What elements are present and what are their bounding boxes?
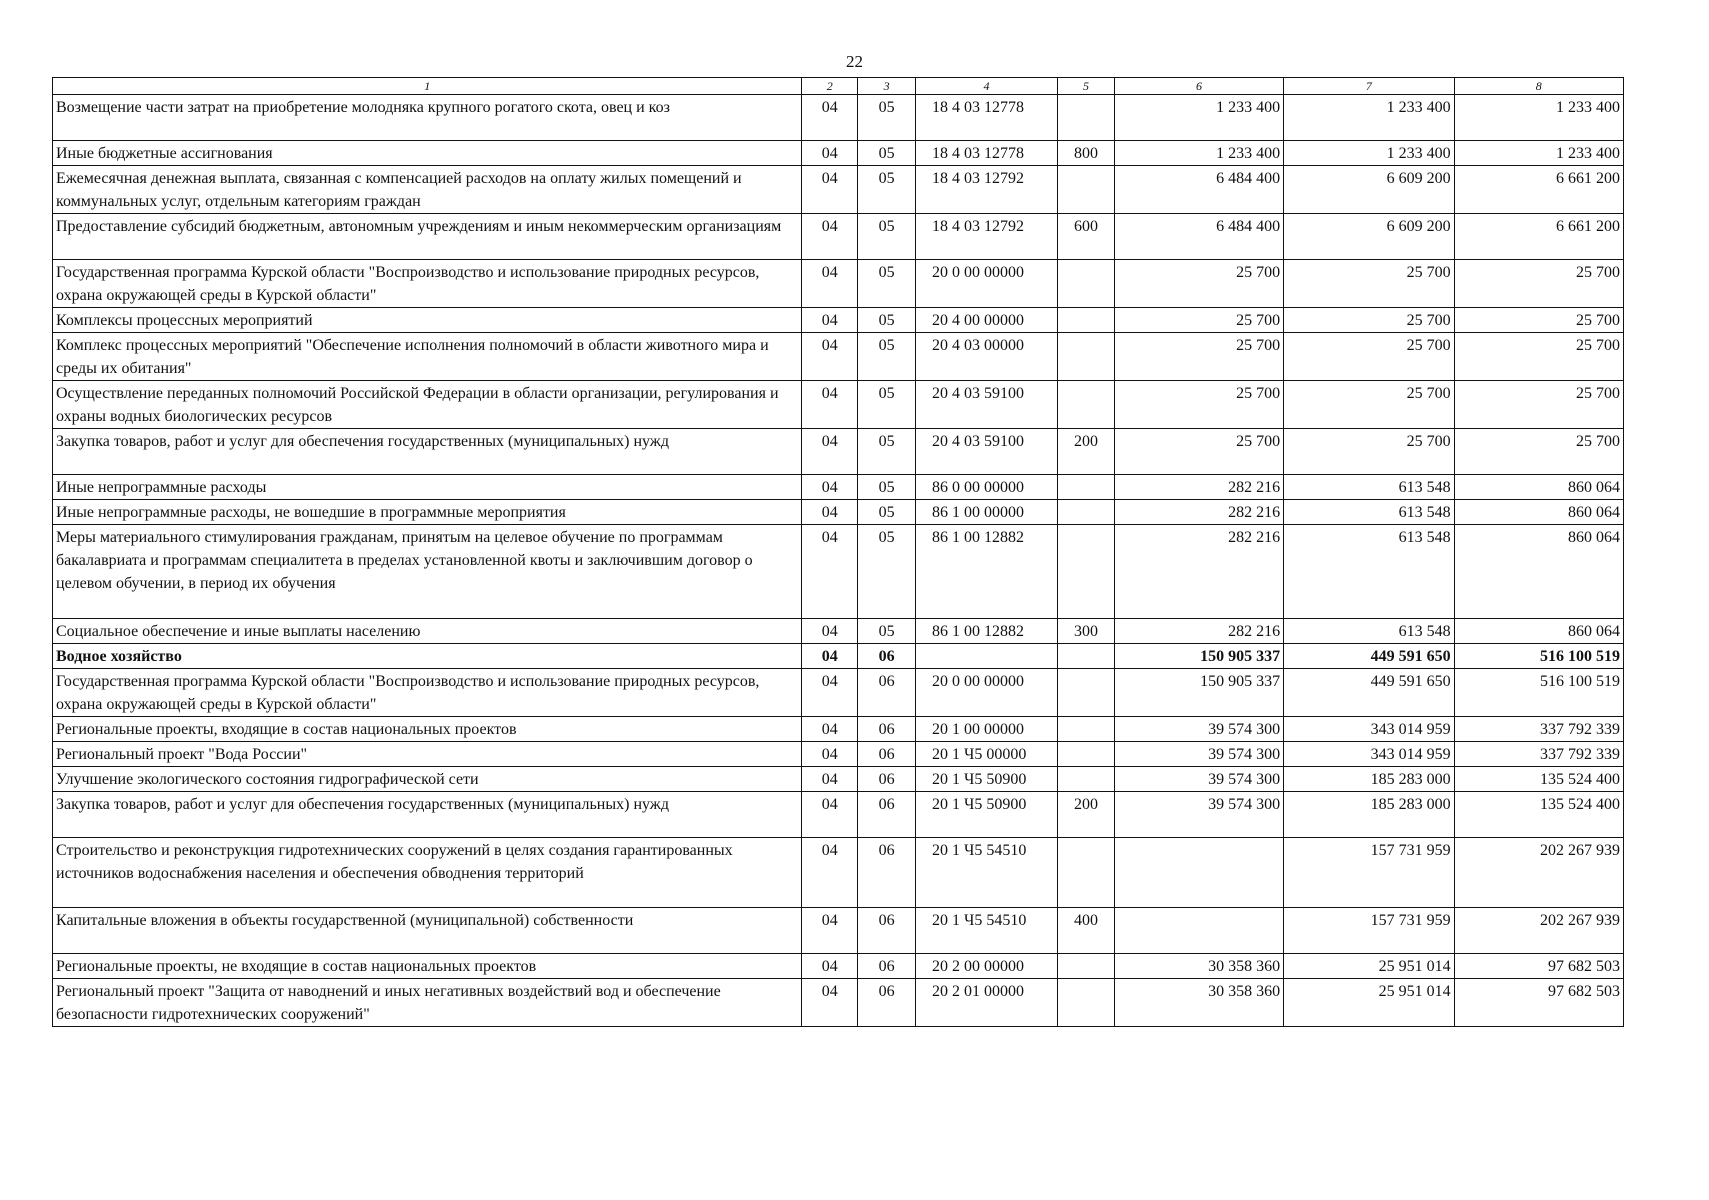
subsection-code-cell: 05	[858, 260, 916, 308]
amount-cell-col7: 25 951 014	[1284, 979, 1454, 1027]
section-code-cell: 04	[802, 767, 858, 792]
target-article-cell: 18 4 03 12778	[916, 95, 1058, 141]
section-code-cell: 04	[802, 742, 858, 767]
table-row	[53, 166, 1624, 214]
subsection-code-cell: 05	[858, 141, 916, 166]
amount-cell-col8: 6 661 200	[1454, 214, 1623, 260]
table-row	[53, 141, 1624, 166]
table-row	[53, 767, 1624, 792]
target-article-cell: 20 2 00 00000	[916, 954, 1058, 979]
table-row	[53, 979, 1624, 1027]
amount-cell-col6: 39 574 300	[1114, 792, 1283, 838]
expense-type-cell	[1058, 954, 1115, 979]
section-code-cell: 04	[802, 908, 858, 954]
column-number-header: 1	[53, 78, 802, 95]
table-row	[53, 619, 1624, 644]
subsection-code-cell: 05	[858, 95, 916, 141]
section-code-cell: 04	[802, 475, 858, 500]
section-code-cell: 04	[802, 429, 858, 475]
section-code-cell: 04	[802, 792, 858, 838]
expense-type-cell: 400	[1058, 908, 1115, 954]
section-code-cell: 04	[802, 619, 858, 644]
amount-cell-col8: 337 792 339	[1454, 742, 1623, 767]
subsection-code-cell: 05	[858, 381, 916, 429]
amount-cell-col6: 39 574 300	[1114, 717, 1283, 742]
item-name-cell: Капитальные вложения в объекты государственной (муниципальной) собственности	[53, 908, 802, 954]
target-article-cell: 20 2 01 00000	[916, 979, 1058, 1027]
amount-cell-col8: 135 524 400	[1454, 767, 1623, 792]
amount-cell-col7: 185 283 000	[1284, 767, 1454, 792]
item-name-cell: Региональные проекты, входящие в состав национальных проектов	[53, 717, 802, 742]
amount-cell-col8: 25 700	[1454, 381, 1623, 429]
table-row	[53, 742, 1624, 767]
item-name-cell: Комплексы процессных мероприятий	[53, 308, 802, 333]
item-name-cell: Улучшение экологического состояния гидрографической сети	[53, 767, 802, 792]
expense-type-cell	[1058, 767, 1115, 792]
target-article-cell: 18 4 03 12792	[916, 214, 1058, 260]
subsection-code-cell: 05	[858, 475, 916, 500]
amount-cell-col8: 135 524 400	[1454, 792, 1623, 838]
table-row	[53, 792, 1624, 838]
item-name-cell: Осуществление переданных полномочий Российской Федерации в области организации, регулирования и охраны водных биологических ресурсов	[53, 381, 802, 429]
item-name-cell: Комплекс процессных мероприятий "Обеспечение исполнения полномочий в области животного мира и среды их обитания"	[53, 333, 802, 381]
expense-type-cell	[1058, 525, 1115, 619]
amount-cell-col7: 6 609 200	[1284, 166, 1454, 214]
amount-cell-col6: 39 574 300	[1114, 742, 1283, 767]
target-article-cell: 20 4 03 00000	[916, 333, 1058, 381]
expense-type-cell	[1058, 166, 1115, 214]
section-code-cell: 04	[802, 260, 858, 308]
target-article-cell: 20 1 Ч5 54510	[916, 838, 1058, 908]
section-code-cell: 04	[802, 333, 858, 381]
amount-cell-col7: 613 548	[1284, 525, 1454, 619]
target-article-cell: 20 1 Ч5 54510	[916, 908, 1058, 954]
amount-cell-col7: 25 700	[1284, 308, 1454, 333]
expense-type-cell	[1058, 95, 1115, 141]
amount-cell-col7: 25 700	[1284, 381, 1454, 429]
amount-cell-col7: 613 548	[1284, 619, 1454, 644]
column-number-header: 4	[916, 78, 1058, 95]
expense-type-cell	[1058, 742, 1115, 767]
section-code-cell: 04	[802, 717, 858, 742]
item-name-cell: Региональный проект "Защита от наводнений и иных негативных воздействий вод и обеспечение безопасности гидротехнических сооружений"	[53, 979, 802, 1027]
expense-type-cell	[1058, 979, 1115, 1027]
item-name-cell: Государственная программа Курской области "Воспроизводство и использование природных ресурсов, охрана окружающей среды в Курской области"	[53, 260, 802, 308]
subsection-code-cell: 05	[858, 525, 916, 619]
amount-cell-col8: 860 064	[1454, 500, 1623, 525]
target-article-cell: 20 0 00 00000	[916, 260, 1058, 308]
table-row	[53, 308, 1624, 333]
item-name-cell: Региональные проекты, не входящие в состав национальных проектов	[53, 954, 802, 979]
target-article-cell	[916, 644, 1058, 669]
subsection-code-cell: 06	[858, 908, 916, 954]
subsection-code-cell: 05	[858, 500, 916, 525]
amount-cell-col6: 39 574 300	[1114, 767, 1283, 792]
column-number-header: 6	[1114, 78, 1283, 95]
amount-cell-col7: 449 591 650	[1284, 644, 1454, 669]
table-row	[53, 838, 1624, 908]
subsection-code-cell: 05	[858, 308, 916, 333]
item-name-cell: Иные непрограммные расходы	[53, 475, 802, 500]
amount-cell-col6: 30 358 360	[1114, 979, 1283, 1027]
amount-cell-col6: 6 484 400	[1114, 166, 1283, 214]
table-row	[53, 95, 1624, 141]
amount-cell-col8: 25 700	[1454, 429, 1623, 475]
amount-cell-col6: 1 233 400	[1114, 141, 1283, 166]
item-name-cell: Водное хозяйство	[53, 644, 802, 669]
section-code-cell: 04	[802, 954, 858, 979]
table-row	[53, 908, 1624, 954]
amount-cell-col7: 25 700	[1284, 429, 1454, 475]
expense-type-cell	[1058, 333, 1115, 381]
page-number: 22	[846, 52, 863, 71]
budget-table	[52, 77, 1624, 1027]
amount-cell-col7: 1 233 400	[1284, 95, 1454, 141]
target-article-cell: 20 1 00 00000	[916, 717, 1058, 742]
amount-cell-col8: 337 792 339	[1454, 717, 1623, 742]
amount-cell-col7: 25 700	[1284, 260, 1454, 308]
amount-cell-col6: 282 216	[1114, 619, 1283, 644]
subsection-code-cell: 06	[858, 644, 916, 669]
expense-type-cell	[1058, 717, 1115, 742]
amount-cell-col7: 185 283 000	[1284, 792, 1454, 838]
column-number-header: 2	[802, 78, 858, 95]
target-article-cell: 20 1 Ч5 50900	[916, 767, 1058, 792]
target-article-cell: 20 4 03 59100	[916, 381, 1058, 429]
target-article-cell: 20 4 03 59100	[916, 429, 1058, 475]
item-name-cell: Возмещение части затрат на приобретение молодняка крупного рогатого скота, овец и коз	[53, 95, 802, 141]
section-code-cell: 04	[802, 95, 858, 141]
section-code-cell: 04	[802, 525, 858, 619]
subsection-code-cell: 06	[858, 838, 916, 908]
subsection-code-cell: 05	[858, 214, 916, 260]
amount-cell-col6: 282 216	[1114, 500, 1283, 525]
table-row	[53, 260, 1624, 308]
amount-cell-col7: 343 014 959	[1284, 742, 1454, 767]
amount-cell-col6: 25 700	[1114, 381, 1283, 429]
item-name-cell: Закупка товаров, работ и услуг для обеспечения государственных (муниципальных) нужд	[53, 429, 802, 475]
amount-cell-col8: 516 100 519	[1454, 669, 1623, 717]
amount-cell-col7: 6 609 200	[1284, 214, 1454, 260]
table-row	[53, 429, 1624, 475]
target-article-cell: 86 0 00 00000	[916, 475, 1058, 500]
amount-cell-col7: 449 591 650	[1284, 669, 1454, 717]
target-article-cell: 86 1 00 00000	[916, 500, 1058, 525]
item-name-cell: Социальное обеспечение и иные выплаты населению	[53, 619, 802, 644]
section-code-cell: 04	[802, 500, 858, 525]
amount-cell-col6: 1 233 400	[1114, 95, 1283, 141]
table-row	[53, 644, 1624, 669]
amount-cell-col6: 25 700	[1114, 308, 1283, 333]
amount-cell-col6: 282 216	[1114, 525, 1283, 619]
table-row	[53, 500, 1624, 525]
expense-type-cell: 600	[1058, 214, 1115, 260]
item-name-cell: Иные непрограммные расходы, не вошедшие в программные мероприятия	[53, 500, 802, 525]
column-number-header: 3	[858, 78, 916, 95]
table-row	[53, 717, 1624, 742]
item-name-cell: Государственная программа Курской области "Воспроизводство и использование природных ресурсов, охрана окружающей среды в Курской области"	[53, 669, 802, 717]
amount-cell-col7: 613 548	[1284, 500, 1454, 525]
target-article-cell: 20 1 Ч5 50900	[916, 792, 1058, 838]
amount-cell-col8: 516 100 519	[1454, 644, 1623, 669]
column-number-row	[53, 78, 1624, 95]
amount-cell-col6: 282 216	[1114, 475, 1283, 500]
expense-type-cell	[1058, 381, 1115, 429]
amount-cell-col8: 6 661 200	[1454, 166, 1623, 214]
item-name-cell: Меры материального стимулирования гражданам, принятым на целевое обучение по программам бакалавриата и программам специалитета в пределах установленной квоты и заключившим договор о целевом обучении, в период их обучения	[53, 525, 802, 619]
table-row	[53, 381, 1624, 429]
target-article-cell: 18 4 03 12778	[916, 141, 1058, 166]
amount-cell-col6: 25 700	[1114, 429, 1283, 475]
amount-cell-col6: 25 700	[1114, 260, 1283, 308]
amount-cell-col7: 613 548	[1284, 475, 1454, 500]
subsection-code-cell: 05	[858, 619, 916, 644]
target-article-cell: 20 1 Ч5 00000	[916, 742, 1058, 767]
expense-type-cell	[1058, 308, 1115, 333]
amount-cell-col8: 202 267 939	[1454, 838, 1623, 908]
amount-cell-col8: 860 064	[1454, 475, 1623, 500]
amount-cell-col7: 157 731 959	[1284, 838, 1454, 908]
target-article-cell: 86 1 00 12882	[916, 619, 1058, 644]
target-article-cell: 20 4 00 00000	[916, 308, 1058, 333]
amount-cell-col7: 157 731 959	[1284, 908, 1454, 954]
subsection-code-cell: 05	[858, 429, 916, 475]
amount-cell-col6: 150 905 337	[1114, 669, 1283, 717]
expense-type-cell: 300	[1058, 619, 1115, 644]
target-article-cell: 18 4 03 12792	[916, 166, 1058, 214]
table-row	[53, 525, 1624, 619]
section-code-cell: 04	[802, 214, 858, 260]
target-article-cell: 86 1 00 12882	[916, 525, 1058, 619]
table-body	[53, 95, 1624, 1027]
subsection-code-cell: 06	[858, 979, 916, 1027]
expense-type-cell	[1058, 669, 1115, 717]
amount-cell-col7: 25 700	[1284, 333, 1454, 381]
column-number-header: 8	[1454, 78, 1623, 95]
item-name-cell: Региональный проект "Вода России"	[53, 742, 802, 767]
amount-cell-col6: 150 905 337	[1114, 644, 1283, 669]
section-code-cell: 04	[802, 644, 858, 669]
section-code-cell: 04	[802, 979, 858, 1027]
item-name-cell: Иные бюджетные ассигнования	[53, 141, 802, 166]
section-code-cell: 04	[802, 308, 858, 333]
expense-type-cell: 800	[1058, 141, 1115, 166]
amount-cell-col8: 25 700	[1454, 260, 1623, 308]
subsection-code-cell: 06	[858, 954, 916, 979]
amount-cell-col8: 97 682 503	[1454, 954, 1623, 979]
table-row	[53, 214, 1624, 260]
amount-cell-col7: 343 014 959	[1284, 717, 1454, 742]
amount-cell-col8: 202 267 939	[1454, 908, 1623, 954]
amount-cell-col8: 97 682 503	[1454, 979, 1623, 1027]
section-code-cell: 04	[802, 166, 858, 214]
section-code-cell: 04	[802, 381, 858, 429]
amount-cell-col8: 25 700	[1454, 333, 1623, 381]
amount-cell-col6: 25 700	[1114, 333, 1283, 381]
subsection-code-cell: 06	[858, 669, 916, 717]
table-row	[53, 954, 1624, 979]
amount-cell-col7: 25 951 014	[1284, 954, 1454, 979]
amount-cell-col6	[1114, 838, 1283, 908]
subsection-code-cell: 06	[858, 767, 916, 792]
column-number-header: 7	[1284, 78, 1454, 95]
subsection-code-cell: 05	[858, 166, 916, 214]
section-code-cell: 04	[802, 141, 858, 166]
amount-cell-col8: 1 233 400	[1454, 95, 1623, 141]
section-code-cell: 04	[802, 838, 858, 908]
amount-cell-col6: 6 484 400	[1114, 214, 1283, 260]
subsection-code-cell: 05	[858, 333, 916, 381]
expense-type-cell: 200	[1058, 429, 1115, 475]
expense-type-cell	[1058, 838, 1115, 908]
section-code-cell: 04	[802, 669, 858, 717]
amount-cell-col8: 860 064	[1454, 619, 1623, 644]
amount-cell-col6	[1114, 908, 1283, 954]
item-name-cell: Закупка товаров, работ и услуг для обеспечения государственных (муниципальных) нужд	[53, 792, 802, 838]
item-name-cell: Ежемесячная денежная выплата, связанная с компенсацией расходов на оплату жилых помещений и коммунальных услуг, отдельным категориям граждан	[53, 166, 802, 214]
expense-type-cell: 200	[1058, 792, 1115, 838]
expense-type-cell	[1058, 644, 1115, 669]
column-number-header: 5	[1058, 78, 1115, 95]
amount-cell-col7: 1 233 400	[1284, 141, 1454, 166]
amount-cell-col8: 25 700	[1454, 308, 1623, 333]
table-row	[53, 475, 1624, 500]
subsection-code-cell: 06	[858, 792, 916, 838]
amount-cell-col8: 860 064	[1454, 525, 1623, 619]
amount-cell-col8: 1 233 400	[1454, 141, 1623, 166]
expense-type-cell	[1058, 260, 1115, 308]
table-row	[53, 333, 1624, 381]
subsection-code-cell: 06	[858, 742, 916, 767]
target-article-cell: 20 0 00 00000	[916, 669, 1058, 717]
item-name-cell: Предоставление субсидий бюджетным, автономным учреждениям и иным некоммерческим организациям	[53, 214, 802, 260]
expense-type-cell	[1058, 500, 1115, 525]
table-row	[53, 669, 1624, 717]
subsection-code-cell: 06	[858, 717, 916, 742]
expense-type-cell	[1058, 475, 1115, 500]
amount-cell-col6: 30 358 360	[1114, 954, 1283, 979]
item-name-cell: Строительство и реконструкция гидротехнических сооружений в целях создания гарантированных источников водоснабжения населения и обеспечения обводнения территорий	[53, 838, 802, 908]
